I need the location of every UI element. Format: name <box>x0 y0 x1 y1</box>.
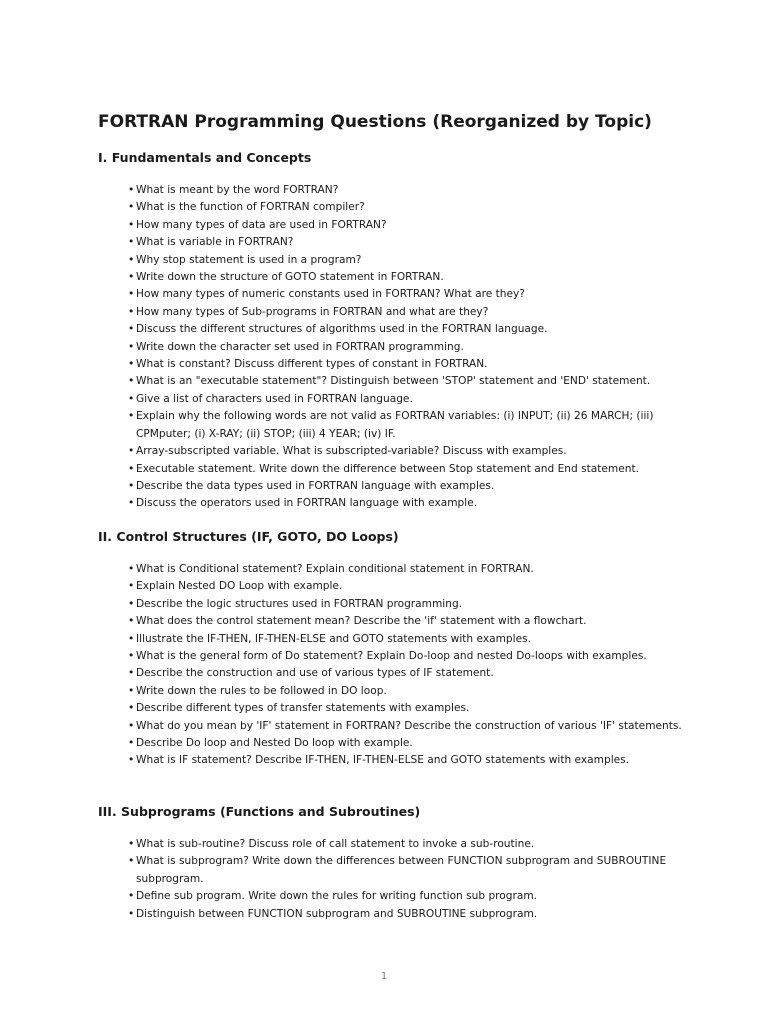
question-item: • What is the function of FORTRAN compiler? <box>128 199 688 216</box>
page-title: FORTRAN Programming Questions (Reorganized by Topic) <box>98 112 652 132</box>
question-item: • What is subprogram? Write down the differences between FUNCTION subprogram and SUBROUTINE subprogram. <box>128 853 688 888</box>
question-item: • Discuss the different structures of algorithms used in the FORTRAN language. <box>128 321 688 338</box>
question-item: • What is IF statement? Describe IF-THEN, IF-THEN-ELSE and GOTO statements with examples. <box>128 752 688 769</box>
section-heading-fundamentals: I. Fundamentals and Concepts <box>98 150 312 165</box>
question-item: • What do you mean by 'IF' statement in FORTRAN? Describe the construction of various 'IF' statements. <box>128 718 688 735</box>
question-item: • Describe Do loop and Nested Do loop with example. <box>128 735 688 752</box>
page-number: 1 <box>380 971 388 982</box>
question-item: • Define sub program. Write down the rules for writing function sub program. <box>128 888 688 905</box>
question-item: • What is meant by the word FORTRAN? <box>128 182 688 199</box>
question-item: • What is sub-routine? Discuss role of call statement to invoke a sub-routine. <box>128 836 688 853</box>
question-item: • How many types of Sub-programs in FORTRAN and what are they? <box>128 304 688 321</box>
question-item: • Describe different types of transfer statements with examples. <box>128 700 688 717</box>
question-item: • Why stop statement is used in a program? <box>128 252 688 269</box>
question-item: • Describe the data types used in FORTRAN language with examples. <box>128 478 688 495</box>
question-item: • How many types of numeric constants used in FORTRAN? What are they? <box>128 286 688 303</box>
question-item: • Describe the construction and use of various types of IF statement. <box>128 665 688 682</box>
question-item: • Describe the logic structures used in FORTRAN programming. <box>128 596 688 613</box>
question-item: • Executable statement. Write down the difference between Stop statement and End statement. <box>128 461 688 478</box>
question-item: • Write down the structure of GOTO statement in FORTRAN. <box>128 269 688 286</box>
question-item: • What is the general form of Do statement? Explain Do-loop and nested Do-loops with examples. <box>128 648 688 665</box>
question-item: • Write down the character set used in FORTRAN programming. <box>128 339 688 356</box>
question-item: • Illustrate the IF-THEN, IF-THEN-ELSE and GOTO statements with examples. <box>128 631 688 648</box>
section-heading-subprograms: III. Subprograms (Functions and Subroutines) <box>98 804 421 819</box>
question-item: • What is Conditional statement? Explain conditional statement in FORTRAN. <box>128 561 688 578</box>
question-item: • What does the control statement mean? Describe the 'if' statement with a flowchart. <box>128 613 688 630</box>
question-item: • Write down the rules to be followed in DO loop. <box>128 683 688 700</box>
question-list-subprograms <box>128 836 688 923</box>
question-item: • What is variable in FORTRAN? <box>128 234 688 251</box>
question-list-fundamentals <box>128 182 688 513</box>
question-item: • Array-subscripted variable. What is subscripted-variable? Discuss with examples. <box>128 443 688 460</box>
question-item: • Explain Nested DO Loop with example. <box>128 578 688 595</box>
section-heading-control-structures: II. Control Structures (IF, GOTO, DO Loops) <box>98 529 399 544</box>
question-item: • Discuss the operators used in FORTRAN language with example. <box>128 495 688 512</box>
question-list-control-structures <box>128 561 688 770</box>
question-item: • What is constant? Discuss different types of constant in FORTRAN. <box>128 356 688 373</box>
question-item: • How many types of data are used in FORTRAN? <box>128 217 688 234</box>
question-item: • Explain why the following words are not valid as FORTRAN variables: (i) INPUT; (ii) 26 MARCH; (iii) CPMputer; (i) X-RAY; (ii) STOP; (iii) 4 YEAR; (iv) IF. <box>128 408 688 443</box>
question-item: • Distinguish between FUNCTION subprogram and SUBROUTINE subprogram. <box>128 906 688 923</box>
question-item: • What is an "executable statement"? Distinguish between 'STOP' statement and 'END' statement. <box>128 373 688 390</box>
question-item: • Give a list of characters used in FORTRAN language. <box>128 391 688 408</box>
